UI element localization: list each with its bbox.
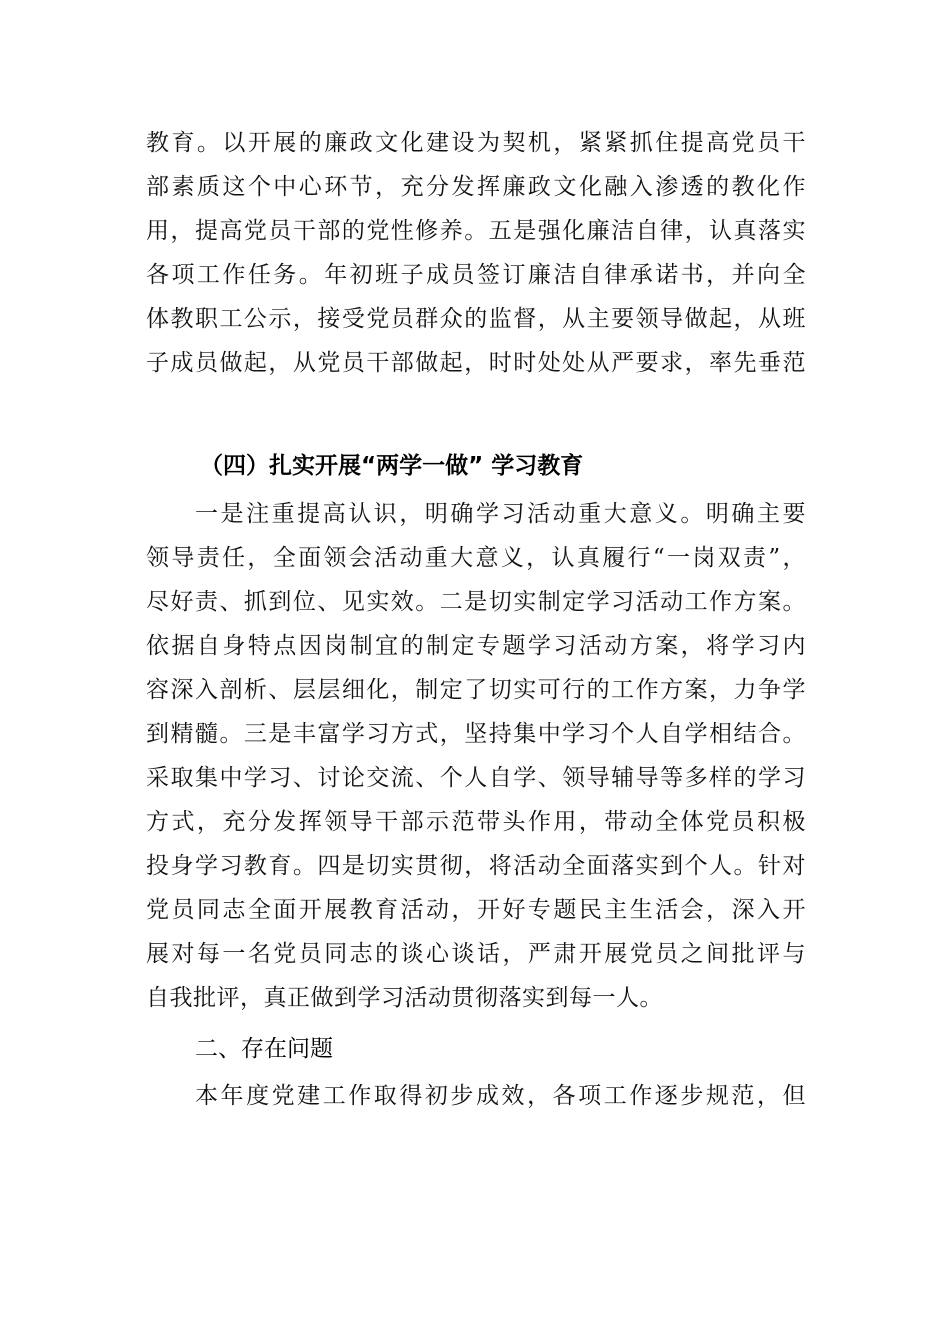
paragraph-line: 方式，充分发挥领导干部示范带头作用，带动全体党员积极	[146, 809, 806, 835]
paragraph-line: 依据自身特点因岗制宜的制定专题学习活动方案，将学习内	[146, 633, 806, 659]
paragraph-line: 用，提高党员干部的党性修养。五是强化廉洁自律，认真落实	[146, 218, 806, 244]
paragraph-line: 领导责任，全面领会活动重大意义，认真履行“一岗双责”，	[146, 545, 806, 571]
paragraph-line: 党员同志全面开展教育活动，开好专题民主生活会，深入开	[146, 897, 806, 923]
paragraph-line: 体教职工公示，接受党员群众的监督，从主要领导做起，从班	[146, 306, 806, 332]
paragraph-line: 采取集中学习、讨论交流、个人自学、领导辅导等多样的学习	[146, 765, 806, 791]
paragraph-line: 到精髓。三是丰富学习方式，坚持集中学习个人自学相结合。	[146, 721, 806, 747]
paragraph-line: 容深入剖析、层层细化，制定了切实可行的工作方案，力争学	[146, 677, 806, 703]
section-heading: （四）扎实开展“两学一做” 学习教育	[200, 453, 584, 479]
paragraph-line: 尽好责、抓到位、见实效。二是切实制定学习活动工作方案。	[146, 589, 806, 615]
paragraph-line: 一是注重提高认识，明确学习活动重大意义。明确主要	[195, 501, 806, 527]
section-heading: 二、存在问题	[195, 1036, 333, 1062]
paragraph-line: 教育。以开展的廉政文化建设为契机，紧紧抓住提高党员干	[146, 130, 806, 156]
paragraph-line: 展对每一名党员同志的谈心谈话，严肃开展党员之间批评与	[146, 941, 806, 967]
paragraph-line: 自我批评，真正做到学习活动贯彻落实到每一人。	[146, 985, 663, 1011]
paragraph-line: 各项工作任务。年初班子成员签订廉洁自律承诺书，并向全	[146, 262, 806, 288]
paragraph-line: 本年度党建工作取得初步成效，各项工作逐步规范，但	[195, 1083, 806, 1109]
paragraph-line: 部素质这个中心环节，充分发挥廉政文化融入渗透的教化作	[146, 174, 806, 200]
paragraph-line: 子成员做起，从党员干部做起，时时处处从严要求，率先垂范	[146, 350, 806, 376]
paragraph-line: 投身学习教育。四是切实贯彻，将活动全面落实到个人。针对	[146, 853, 806, 879]
